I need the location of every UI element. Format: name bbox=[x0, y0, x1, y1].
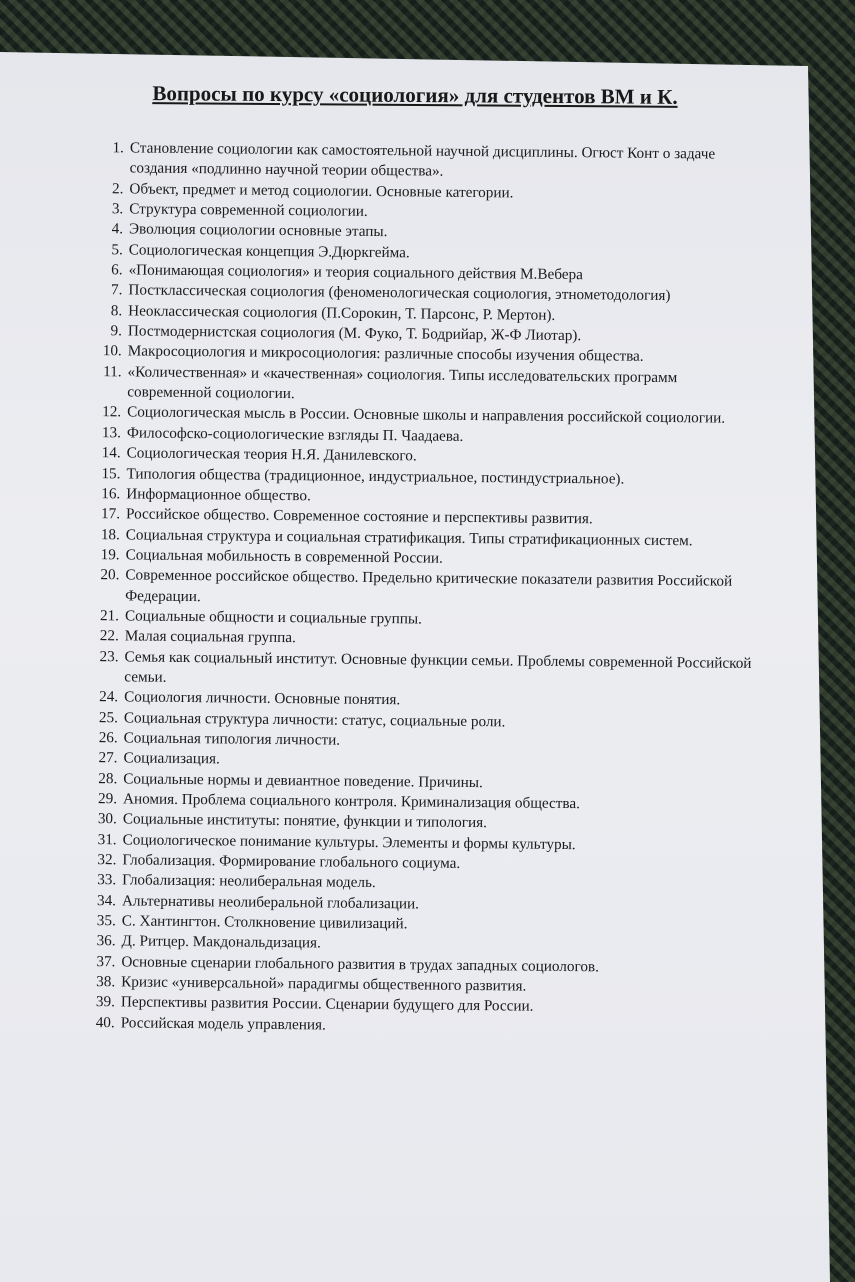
question-number: 9. bbox=[110, 322, 123, 340]
question-number: 8. bbox=[110, 301, 123, 320]
question-text: Кризис «универсальной» парадигмы общественного развития. bbox=[121, 973, 527, 995]
question-text: Постмодернистская социология (М. Фуко, Т. Бодрийар, Ж-Ф Лиотар). bbox=[127, 322, 582, 345]
question-number: 13. bbox=[101, 423, 122, 442]
question-text: «Количественная» и «качественная» социология. Типы исследовательских программ современной социологии. bbox=[127, 363, 678, 403]
question-number: 34. bbox=[96, 891, 117, 910]
question-number: 15. bbox=[101, 464, 121, 482]
question-text: Современное российское общество. Предельно критические показатели развития Российской Федерации. bbox=[125, 566, 733, 605]
question-number: 16. bbox=[101, 484, 121, 503]
question-item bbox=[92, 138, 762, 186]
question-number: 38. bbox=[96, 973, 116, 991]
question-number: 5. bbox=[111, 240, 123, 259]
question-number: 28. bbox=[98, 769, 118, 787]
question-number: 3. bbox=[111, 200, 124, 218]
question-text: Объект, предмет и метод социологии. Основные категории. bbox=[129, 180, 514, 202]
question-text: Становление социологии как самостоятельной научной дисциплины. Огюст Конт о задаче создания «подлинно научной теории общества». bbox=[129, 139, 716, 181]
question-text: Макросоциология и микросоциология: различные способы изучения общества. bbox=[127, 342, 644, 366]
question-text: Социальные нормы и девиантное поведение. Причины. bbox=[123, 770, 483, 791]
question-number: 10. bbox=[102, 342, 122, 360]
question-text: Малая социальная группа. bbox=[124, 627, 296, 647]
question-text: Социология личности. Основные понятия. bbox=[124, 688, 401, 709]
question-text: Российская модель управления. bbox=[120, 1014, 326, 1034]
question-number: 24. bbox=[99, 688, 119, 706]
question-number: 14. bbox=[101, 444, 121, 462]
question-number: 4. bbox=[111, 220, 124, 238]
question-text: Неоклассическая социология (П.Сорокин, Т. Парсонс, Р. Мертон). bbox=[128, 302, 556, 324]
question-text: Информационное общество. bbox=[126, 485, 311, 505]
question-number: 35. bbox=[96, 912, 116, 930]
question-item bbox=[89, 362, 759, 410]
question-number: 22. bbox=[99, 627, 119, 645]
question-number: 2. bbox=[111, 179, 124, 198]
question-text: Социальная структура личности: статус, социальные роли. bbox=[123, 708, 506, 730]
question-text: Социальные институты: понятие, функции и типология. bbox=[122, 810, 488, 832]
document-title: Вопросы по курсу «социология» для студентов ВМ и К. bbox=[152, 81, 678, 109]
question-number: 26. bbox=[98, 729, 118, 747]
question-number: 33. bbox=[97, 871, 117, 889]
question-item bbox=[86, 647, 756, 695]
question-text: Альтернативы неолиберальной глобализации. bbox=[121, 892, 420, 913]
question-number: 39. bbox=[95, 993, 116, 1011]
question-text: Типология общества (традиционное, индустриальное, постиндустриальное). bbox=[126, 464, 625, 488]
question-text: «Понимающая социология» и теория социального действия М.Вебера bbox=[128, 261, 583, 284]
question-number: 32. bbox=[97, 851, 117, 869]
question-text: Российское общество. Современное состояние и перспективы развития. bbox=[125, 505, 593, 528]
question-text: Социальная типология личности. bbox=[123, 729, 341, 749]
question-text: Социологическая теория Н.Я. Данилевского. bbox=[126, 444, 417, 465]
question-number: 27. bbox=[98, 749, 118, 767]
question-text: Структура современной социологии. bbox=[129, 200, 368, 220]
question-number: 36. bbox=[96, 932, 116, 950]
question-text: Д. Ритцер. Макдональдизация. bbox=[121, 932, 321, 952]
question-item bbox=[87, 565, 757, 613]
question-text: Социологическая концепция Э.Дюркгейма. bbox=[128, 241, 410, 262]
question-text: Социализация. bbox=[123, 749, 220, 768]
question-number: 21. bbox=[99, 607, 120, 625]
question-number: 17. bbox=[100, 505, 121, 523]
question-number: 11. bbox=[103, 362, 122, 381]
question-number: 6. bbox=[111, 261, 123, 279]
question-text: Глобализация: неолиберальная модель. bbox=[122, 871, 376, 892]
question-text: Эволюция социологии основные этапы. bbox=[128, 220, 388, 241]
question-number: 31. bbox=[97, 830, 117, 848]
question-text: Социологическое понимание культуры. Элементы и формы культуры. bbox=[122, 831, 576, 853]
question-text: Социальные общности и социальные группы. bbox=[124, 607, 422, 628]
question-number: 1. bbox=[112, 139, 124, 157]
question-number: 25. bbox=[98, 708, 119, 726]
question-number: 30. bbox=[97, 810, 117, 828]
question-text: Философско-социологические взгляды П. Чаадаева. bbox=[126, 424, 464, 445]
question-text: Социальная структура и социальная стратификация. Типы стратификационных систем. bbox=[125, 525, 693, 549]
question-number: 7. bbox=[110, 281, 123, 299]
question-number: 19. bbox=[100, 545, 120, 564]
question-number: 37. bbox=[96, 952, 116, 971]
question-text: С. Хантингтон. Столкновение цивилизаций. bbox=[121, 912, 408, 933]
question-text: Глобализация. Формирование глобального социума. bbox=[122, 851, 461, 872]
question-text: Социальная мобильность в современной России. bbox=[125, 546, 444, 567]
question-number: 23. bbox=[99, 647, 119, 665]
question-text: Аномия. Проблема социального контроля. Криминализация общества. bbox=[122, 790, 581, 813]
question-number: 18. bbox=[100, 525, 120, 543]
question-number: 40. bbox=[95, 1013, 115, 1032]
questions-list bbox=[83, 138, 762, 1040]
question-number: 29. bbox=[98, 790, 118, 808]
question-text: Перспективы развития России. Сценарии будущего для России. bbox=[120, 993, 534, 1016]
question-number: 20. bbox=[100, 566, 120, 584]
question-text: Основные сценарии глобального развития в трудах западных социологов. bbox=[121, 953, 600, 976]
question-text: Социологическая мысль в России. Основные школы и направления российской социологии. bbox=[127, 403, 726, 428]
question-text: Постклассическая социология (феноменологическая социология, этнометодология) bbox=[128, 281, 671, 305]
question-text: Семья как социальный институт. Основные функции семьи. Проблемы современной Российской семьи. bbox=[124, 647, 752, 686]
question-number: 12. bbox=[102, 403, 122, 421]
